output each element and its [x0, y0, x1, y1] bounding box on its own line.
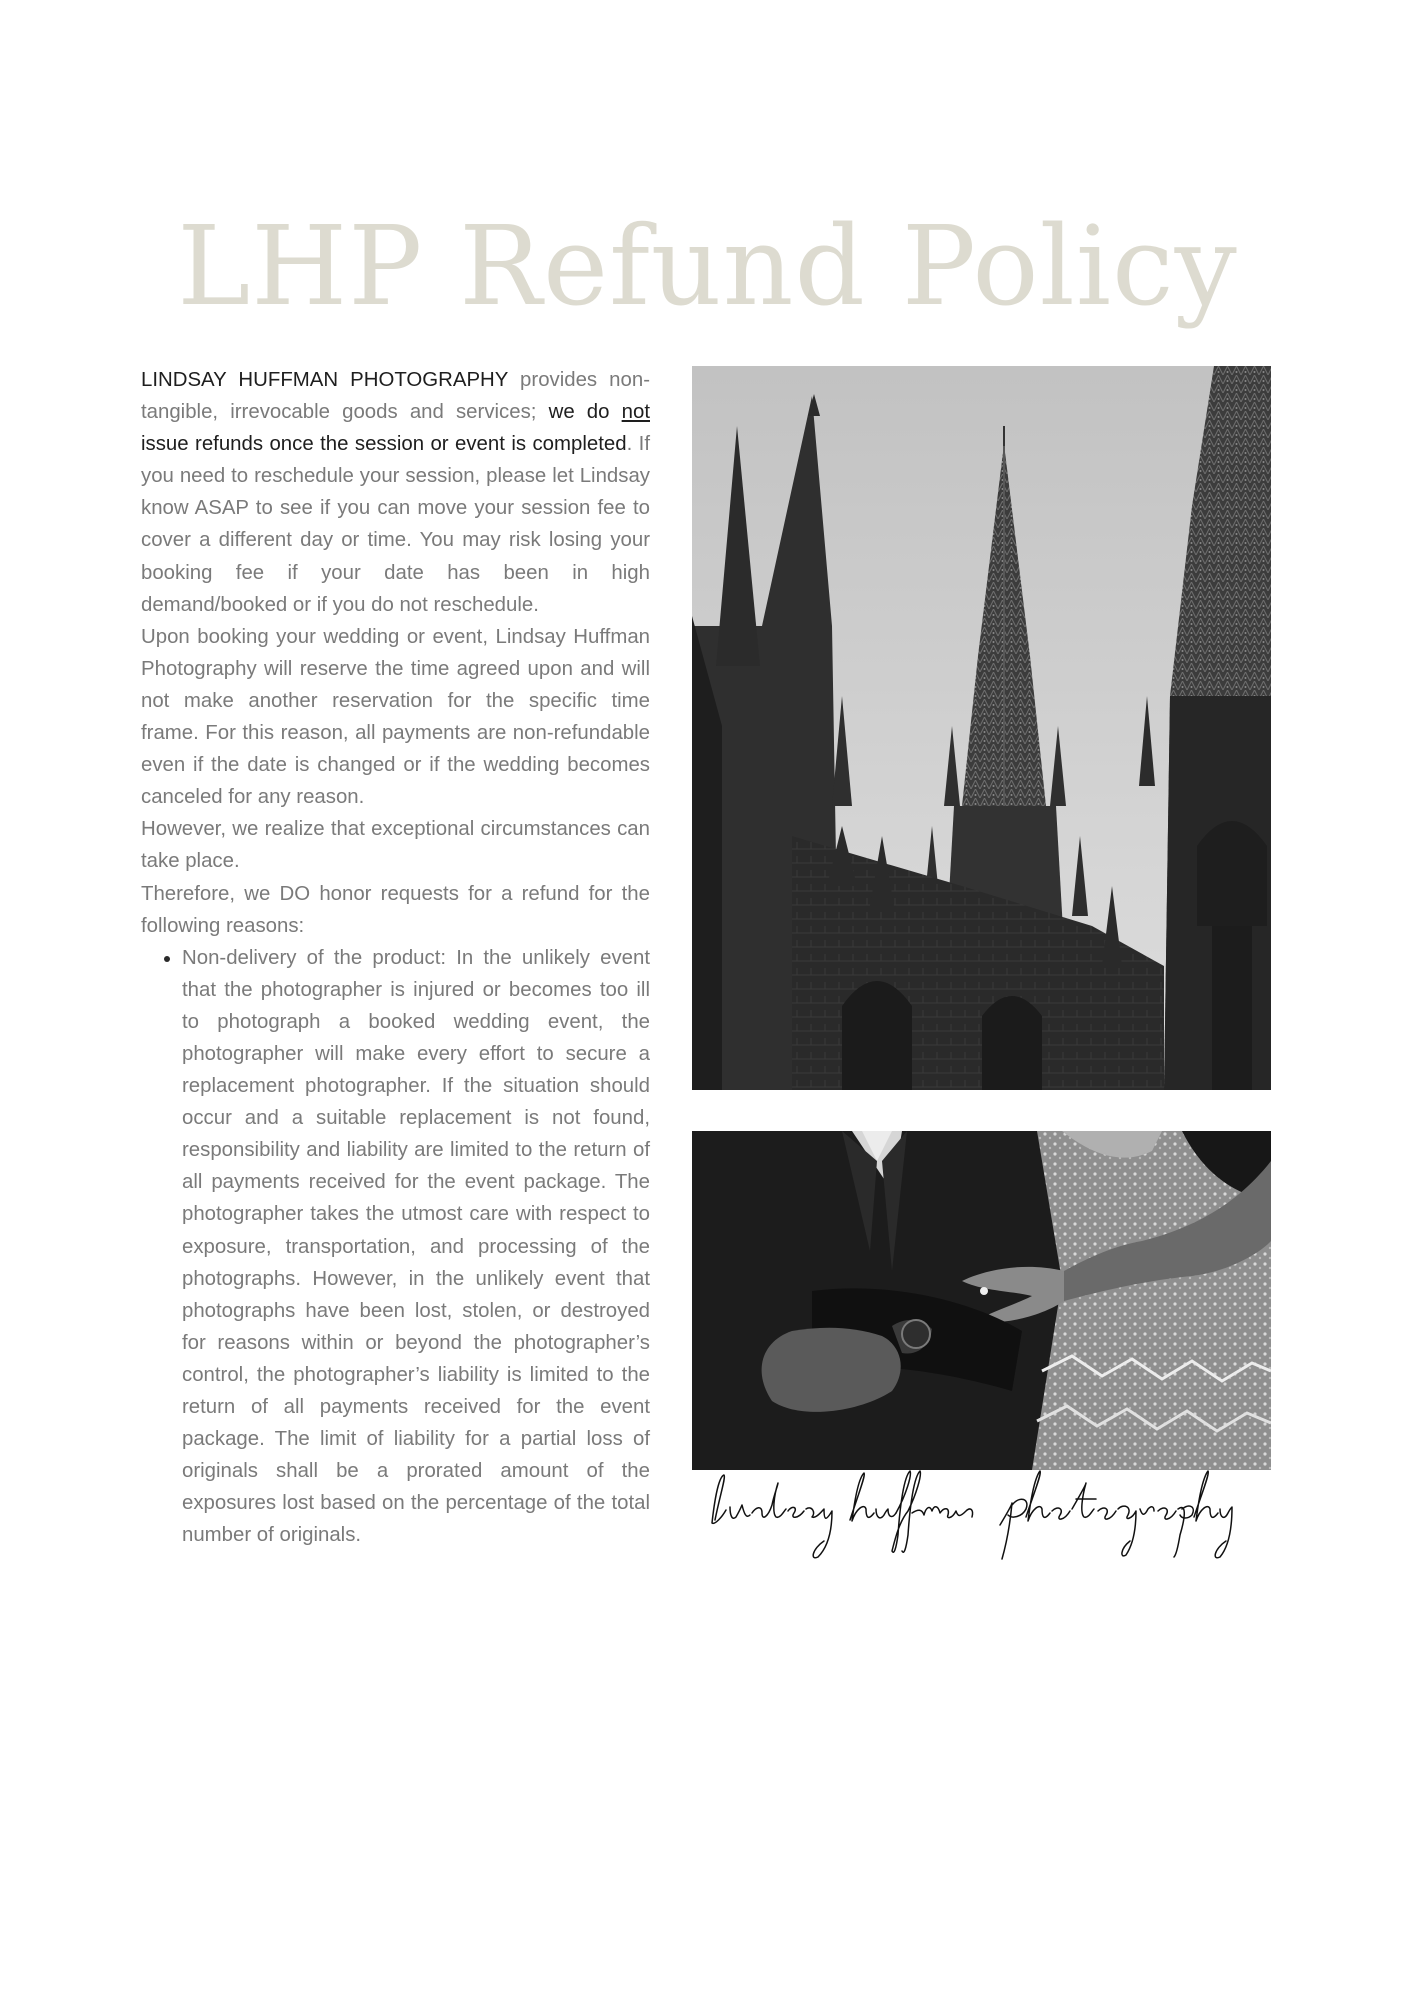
list-item: • Non-delivery of the product: In the unlikely event that the photographer is injured or becomes too ill to photograph a booked wedding event, the photographer will make every effort to secure a replacement photographer. If the situation should occur and a suitable replacement is not found, responsibility and liability are limited to the return of all payments received for the event package. The photographer takes the utmost care with respect to exposure, transportation, and processing of the photographs. However, in the unlikely event that photographs have been lost, stolen, or destroyed for reasons within or beyond the photographer’s control, the photographer’s liability is limited to the return of all payments received for the event package. The limit of liability for a partial loss of originals shall be a prorated amount of the exposures lost based on the percentage of the total number of originals. [182, 942, 650, 1552]
refund-reasons-intro: Therefore, we DO honor requests for a refund for the following reasons: [141, 882, 650, 937]
policy-text [141, 364, 650, 1551]
intro-text-2: . If you need to reschedule your session, please let Lindsay know ASAP to see if you can move your session fee to cover a different day or time. You may risk losing your booking fee if your date has been in high demand/booked or if you do not reschedule. [141, 433, 650, 616]
no-refund-statement-2: issue refunds once the session or event is completed [141, 433, 627, 456]
page-title: LHP Refund Policy [177, 202, 1238, 330]
couple-photo [692, 1131, 1271, 1470]
booking-paragraph: Upon booking your wedding or event, Lindsay Huffman Photography will reserve the time agreed upon and will not make another reservation for the specific time frame. For this reason, all payments are non-refundable even if the date is changed or if the wedding becomes canceled for any reason. [141, 625, 650, 809]
refund-reasons-list [141, 942, 650, 1552]
no-refund-statement-1: we do [548, 401, 622, 424]
exception-paragraph: However, we realize that exceptional circumstances can take place. [141, 818, 650, 873]
intro-text-1: provides non-tangible, irrevocable goods and services; [141, 369, 650, 424]
no-refund-underlined-not: not [621, 401, 650, 424]
signature-logo [700, 1465, 1260, 1560]
cathedral-photo [692, 366, 1271, 1090]
intro-paragraph [141, 364, 650, 621]
brand-name: LINDSAY HUFFMAN PHOTOGRAPHY [141, 369, 509, 391]
